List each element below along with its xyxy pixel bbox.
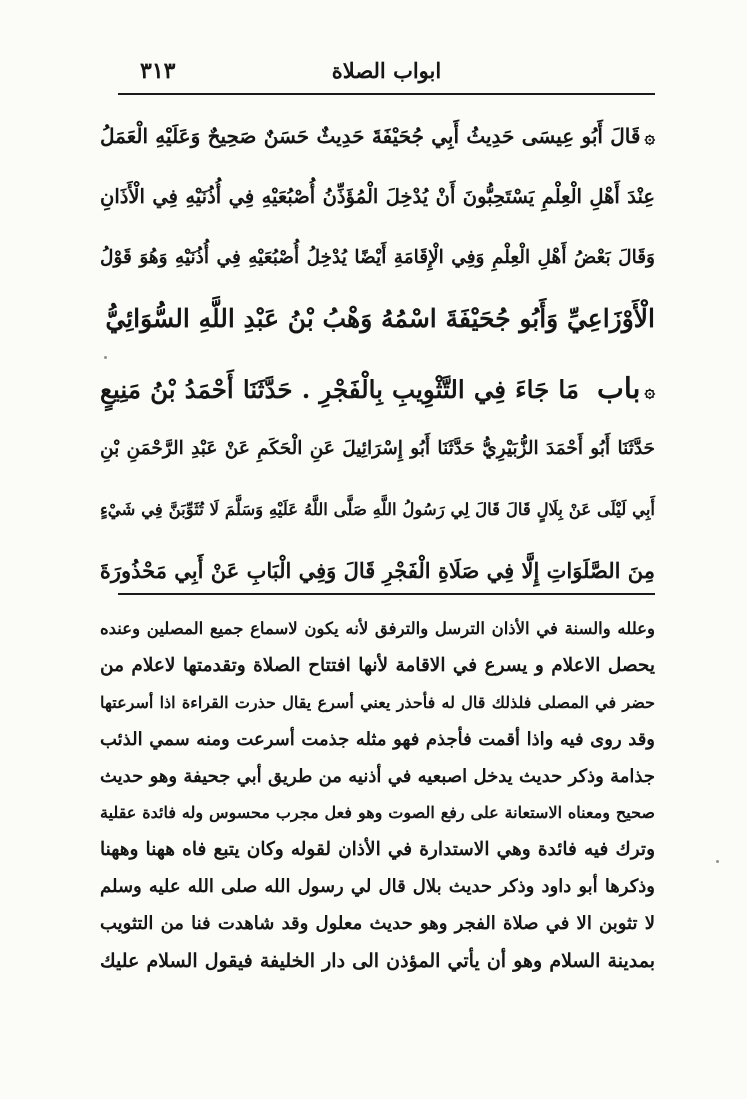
page-header bbox=[118, 56, 655, 90]
hadith-line: أَبِي لَيْلَى عَنْ بِلَالٍ قَالَ قَالَ لِي رَسُولُ اللَّهِ صَلَّى اللَّهُ عَلَيْهِ وَسَلَّمَ لَا تُثَوِّبَنَّ فِي شَيْءٍ bbox=[100, 500, 655, 519]
scan-speck bbox=[716, 860, 719, 863]
commentary-line: جذامة وذكر حديث يدخل اصبعيه في أذنيه من طريق أبي جحيفة وهو حديث bbox=[100, 765, 655, 787]
running-title: ابواب الصلاة bbox=[331, 58, 442, 83]
hadith-line: مِنَ الصَّلَوَاتِ إِلَّا فِي صَلَاةِ الْفَجْرِ قَالَ وَفِي الْبَابِ عَنْ أَبِي مَحْذُورَةَ bbox=[99, 558, 655, 583]
section-mark-icon: ۞ bbox=[644, 126, 655, 148]
commentary-line: لا تثوبن الا في صلاة الفجر وهو حديث معلول وقد شاهدت فنا من التثويب bbox=[100, 913, 655, 935]
commentary-separator-rule bbox=[118, 593, 655, 595]
hadith-line: الْأَوْزَاعِيِّ وَأَبُو جُحَيْفَةَ اسْمُهُ وَهْبُ بْنُ عَبْدِ اللَّهِ السُّوَائِيُّ bbox=[105, 304, 655, 333]
hadith-line: وَقَالَ بَعْضُ أَهْلِ الْعِلْمِ وَفِي الْإِقَامَةِ أَيْضًا يُدْخِلُ أُصْبُعَيْهِ فِي أُذُنَيْهِ وَهُوَ قَوْلُ bbox=[100, 247, 655, 268]
chapter-heading-line: ۞بابمَا جَاءَ فِي التَّثْوِيبِ بِالْفَجْرِ . حَدَّثَنَا أَحْمَدُ بْنُ مَنِيعٍ bbox=[100, 360, 655, 421]
commentary-line: بمدينة السلام وهو أن يأتي المؤذن الى دار الخليفة فيقول السلام عليك bbox=[100, 950, 655, 973]
page-number: ٣١٣ bbox=[140, 58, 176, 84]
hadith-text-block bbox=[100, 108, 655, 604]
commentary-line: وقد روى فيه واذا أقمت فأجذم فهو مثله جذمت أسرعت ومنه سمي الذئب bbox=[100, 728, 655, 750]
commentary-line: وذكرها أبو داود وذكر حديث بلال قال لي رسول الله صلى الله عليه وسلم bbox=[100, 876, 655, 898]
section-mark-icon: ۞ bbox=[644, 380, 655, 402]
hadith-line: حَدَّثَنَا أَبُو أَحْمَدَ الزُّبَيْرِيُّ حَدَّثَنَا أَبُو إِسْرَائِيلَ عَنِ الْحَكَمِ عَنْ عَبْدِ الرَّحْمَنِ بْنِ bbox=[100, 438, 655, 459]
header-rule bbox=[118, 93, 655, 95]
hadith-line: عِنْدَ أَهْلِ الْعِلْمِ يَسْتَحِبُّونَ أَنْ يُدْخِلَ الْمُؤَذِّنُ أُصْبُعَيْهِ فِي أُذُنَيْهِ فِي الْأَذَانِ bbox=[100, 185, 655, 208]
commentary-line: يحصل الاعلام و يسرع في الاقامة لأنها افتتاح الصلاة وتقدمتها لاعلام من bbox=[100, 654, 655, 676]
commentary-line: حضر في المصلى فلذلك قال له فأحذر يعني أسرع يقال حذرت القراءة اذا أسرعتها bbox=[100, 692, 655, 712]
chapter-label: باب bbox=[597, 371, 641, 405]
commentary-block bbox=[100, 612, 655, 981]
hadith-line: ۞قَالَ أَبُو عِيسَى حَدِيثُ أَبِي جُحَيْفَةَ حَدِيثٌ حَسَنٌ صَحِيحٌ وَعَلَيْهِ الْعَمَلُ bbox=[100, 108, 655, 169]
commentary-line: صحيح ومعناه الاستعانة على رفع الصوت وهو فعل مجرب محسوس وله فائدة عقلية bbox=[100, 803, 655, 823]
commentary-line: وترك فيه فائدة وهي الاستدارة في الأذان لقوله وكان يتبع فاه ههنا وههنا bbox=[100, 839, 655, 861]
commentary-line: وعلله والسنة في الأذان الترسل والترفق لأنه يكون لاسماع جميع المصلين وعنده bbox=[100, 619, 655, 638]
scan-speck bbox=[104, 356, 107, 359]
